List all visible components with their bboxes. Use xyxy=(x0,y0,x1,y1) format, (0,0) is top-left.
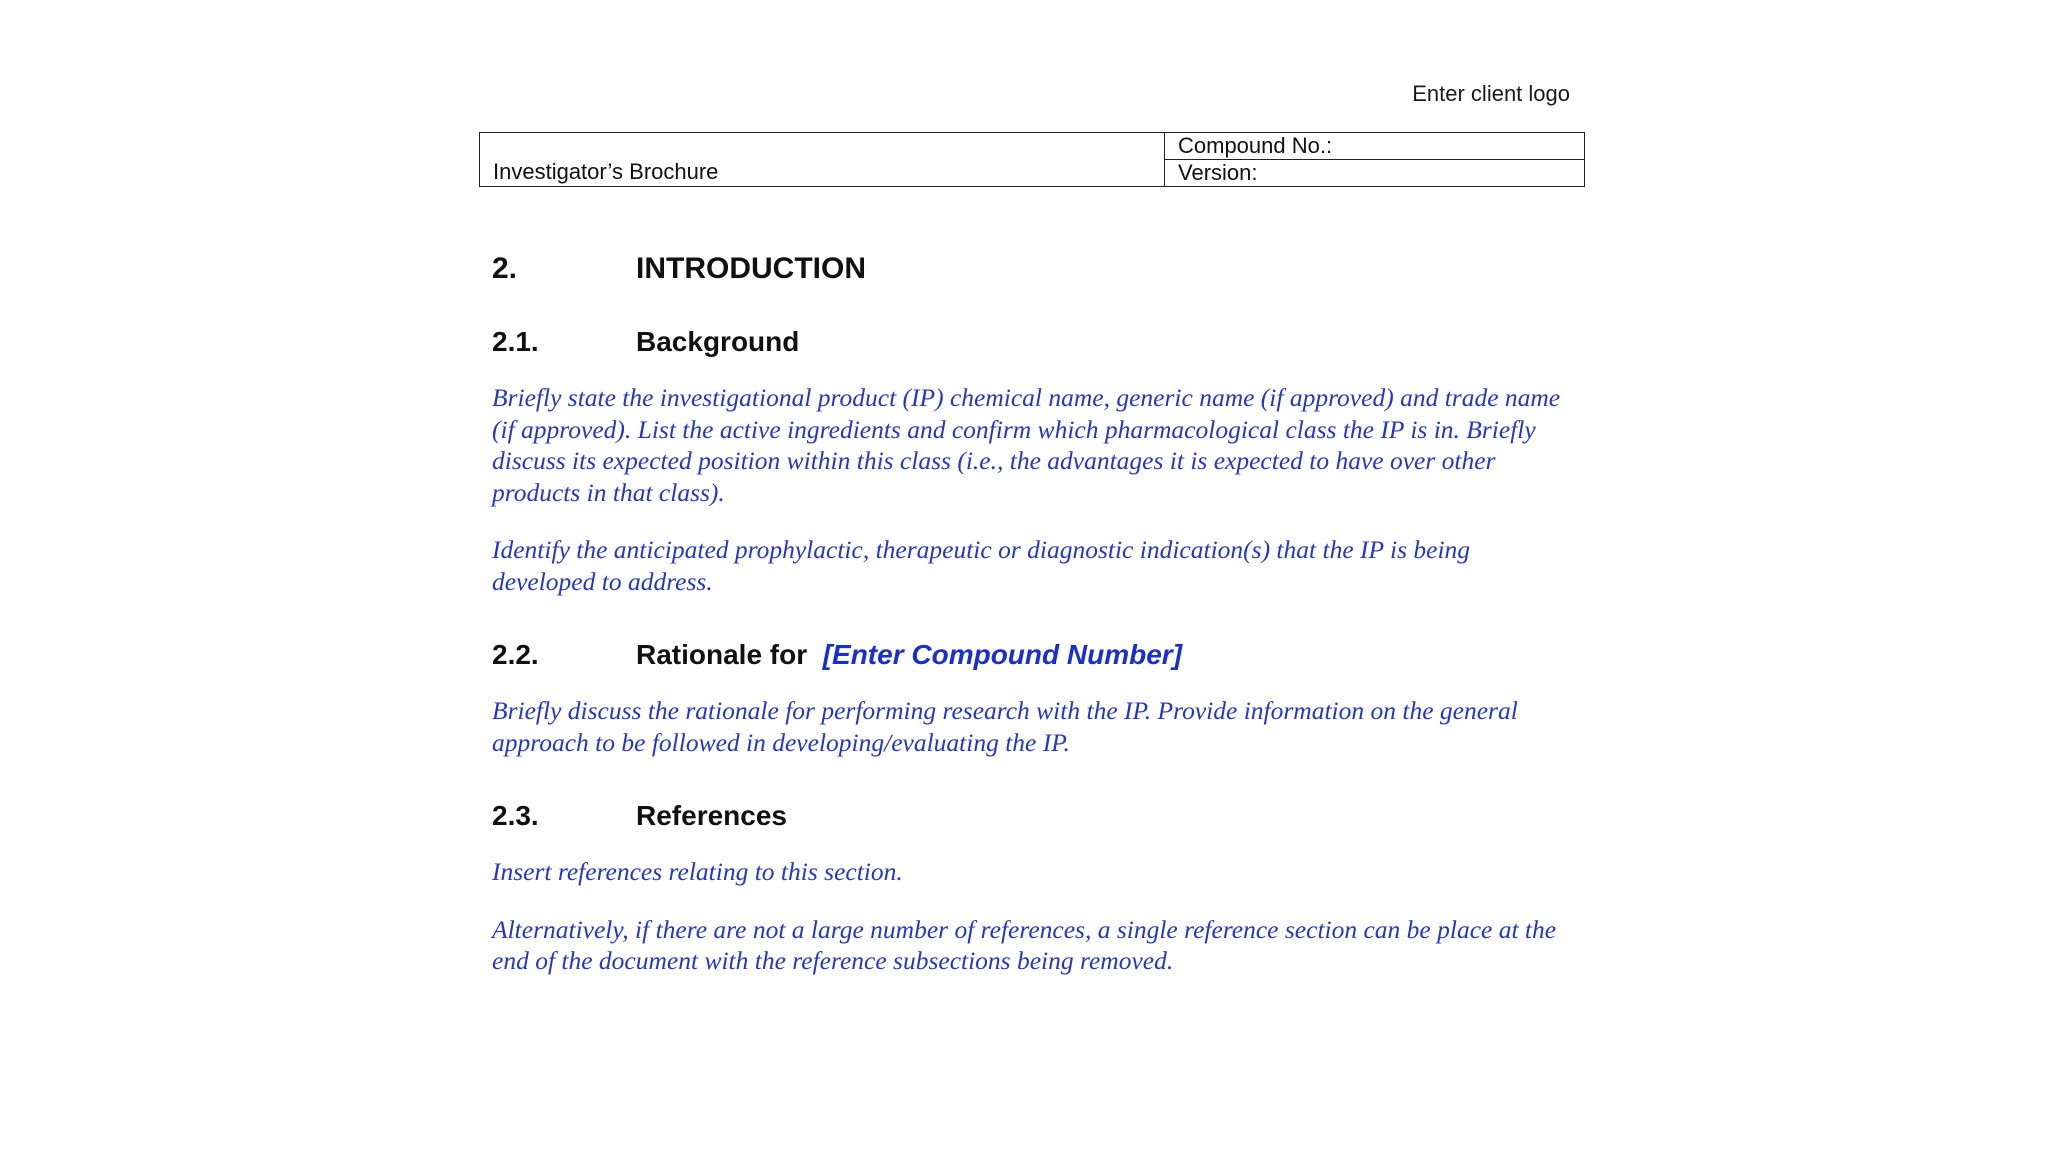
section-number: 2.1. xyxy=(492,326,539,357)
instruction-paragraph: Identify the anticipated prophylactic, therapeutic or diagnostic indication(s) that the IP is being developed to address. xyxy=(492,535,1471,596)
client-logo-placeholder: Enter client logo xyxy=(1412,81,1570,106)
compound-number-placeholder: [Enter Compound Number] xyxy=(822,639,1183,670)
section-title: References xyxy=(636,800,787,831)
instruction-paragraph: Briefly state the investigational product (IP) chemical name, generic name (if approved) and trade name (if approved). List the active ingredients and confirm which pharmacological class the IP is in. Briefly discuss its expected position within this class (i.e., the advantages it is expected to have over other products in that class). xyxy=(492,383,1561,507)
section-title: INTRODUCTION xyxy=(636,252,866,285)
section-heading-rationale xyxy=(492,637,1572,673)
document-header-table xyxy=(479,132,1585,187)
section-number: 2.2. xyxy=(492,639,539,670)
version-field: Version: xyxy=(1165,160,1585,187)
section-number: 2.3. xyxy=(492,800,539,831)
document-title: Investigator’s Brochure xyxy=(480,133,1165,187)
instruction-paragraph: Briefly discuss the rationale for performing research with the IP. Provide information on the general approach to be followed in developing/evaluating the IP. xyxy=(492,696,1518,757)
document-body xyxy=(492,250,1572,1003)
compound-number-field: Compound No.: xyxy=(1165,133,1585,160)
section-title xyxy=(636,637,1182,673)
instruction-paragraph: Insert references relating to this section. xyxy=(492,857,903,886)
section-heading-references xyxy=(492,798,1572,834)
section-number: 2. xyxy=(492,252,518,285)
instruction-paragraph: Alternatively, if there are not a large number of references, a single reference section can be place at the end of the document with the reference subsections being removed. xyxy=(492,914,1557,975)
section-heading-introduction xyxy=(492,250,1572,288)
section-title: Background xyxy=(636,326,800,357)
section-heading-background xyxy=(492,324,1572,360)
section-title-prefix: Rationale for xyxy=(636,639,815,670)
